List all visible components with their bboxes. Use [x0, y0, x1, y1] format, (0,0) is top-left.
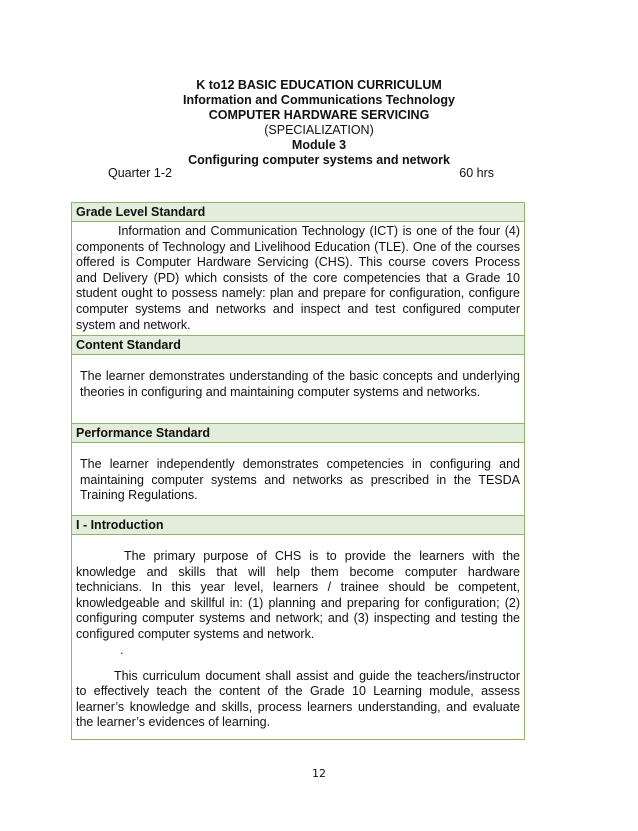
course-title: COMPUTER HARDWARE SERVICING: [208, 108, 430, 122]
content-standard-body: [72, 354, 524, 423]
curriculum-title: K to12 BASIC EDUCATION CURRICULUM: [196, 78, 442, 92]
quarter-label: Quarter 1-2: [108, 166, 172, 180]
content-standard-text: The learner demonstrates understanding of the basic concepts and underlying theories in configuring and maintaining computer systems and networks.: [80, 369, 520, 399]
grade-level-standard-body: [72, 221, 524, 335]
page-number: 12: [312, 767, 326, 780]
grade-level-standard-text: Information and Communication Technology (ICT) is one of the four (4) components of Technology and Livelihood Education (TLE). One of the courses offered is Computer Hardware Servicing (CHS). This course covers Process and Delivery (PD) which consists of the core competencies that a Grade 10 student ought to possess namely: plan and prepare for configuration, configure computer systems and networks and inspect and test configured computer system and network.: [76, 224, 520, 332]
introduction-body: [72, 534, 524, 739]
content-standard-heading: Content Standard: [72, 335, 524, 354]
document-header: [0, 78, 638, 168]
quarter-row: [108, 166, 494, 180]
hours-label: 60 hrs: [459, 166, 494, 180]
performance-standard-body: [72, 442, 524, 515]
standards-table: [71, 202, 525, 740]
performance-standard-text: The learner independently demonstrates competencies in configuring and maintaining computer systems and networks as prescribed in the TESDA Training Regulations.: [80, 457, 520, 503]
introduction-heading: I - Introduction: [72, 515, 524, 534]
module-number: Module 3: [291, 138, 347, 152]
module-title: Configuring computer systems and network: [188, 153, 450, 167]
introduction-dot: .: [120, 642, 124, 657]
specialization-label: (SPECIALIZATION): [264, 123, 374, 137]
introduction-paragraph-1: The primary purpose of CHS is to provide the learners with the knowledge and skills that will help them become computer hardware technicians. In this year level, learners / trainee should be competent, knowledgeable and skillful in: (1) planning and preparing for configuration; (2) configuring computer systems and network; and (3) inspecting and testing the configured computer systems and network.: [76, 549, 520, 641]
performance-standard-heading: Performance Standard: [72, 423, 524, 442]
grade-level-standard-heading: Grade Level Standard: [72, 203, 524, 221]
introduction-paragraph-2: This curriculum document shall assist and guide the teachers/instructor to effectively teach the content of the Grade 10 Learning module, assess learner’s knowledge and skills, process learners understanding, and evaluate the learner’s evidences of learning.: [76, 668, 520, 730]
subject-title: Information and Communications Technology: [183, 93, 455, 107]
